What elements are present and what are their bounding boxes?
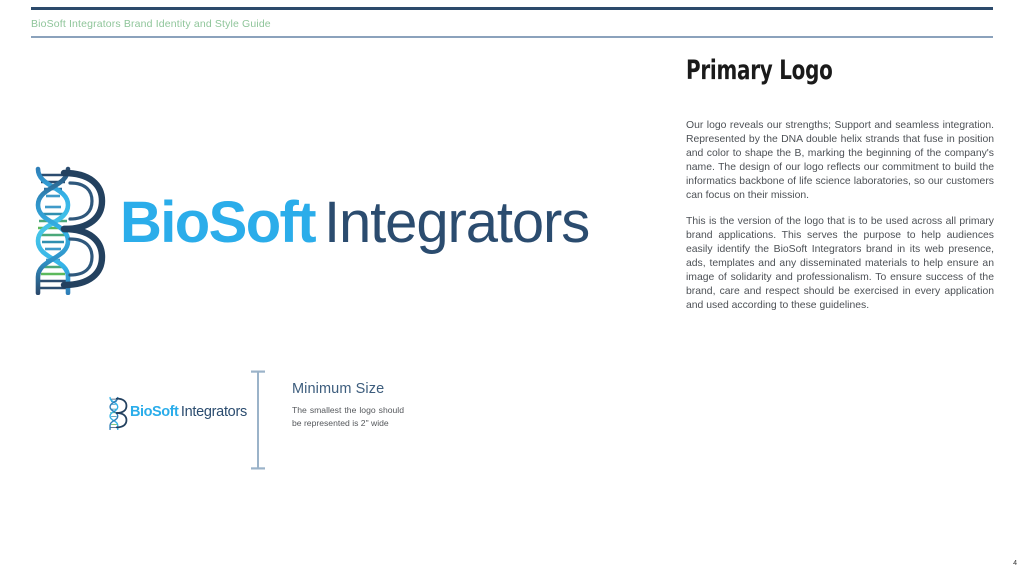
primary-wordmark: [120, 190, 590, 255]
page-title: Primary Logo: [686, 55, 833, 86]
description-paragraph-2: This is the version of the logo that is to be used across all primary brand applications. This serves the purpose to help audiences easily identify the BioSoft Integrators brand in its web presence, ads, templates and any disseminated materials to help ensure an image of solidarity and professionalism. To ensure success of the brand, care and respect should be exercised in every application and used according to these guidelines.: [686, 215, 994, 311]
header-title: BioSoft Integrators Brand Identity and Style Guide: [31, 18, 271, 30]
page-header: [31, 7, 993, 37]
wordmark-biosoft: BioSoft: [120, 190, 315, 255]
header-rule-top: [31, 7, 993, 10]
page-number: 4: [1013, 560, 1017, 567]
vertical-measure-bracket-icon: [248, 370, 268, 470]
minimum-size-logo-lockup: [108, 396, 247, 430]
minimum-size-body: The smallest the logo should be represented is 2" wide: [292, 405, 404, 429]
minimum-size-text-block: [292, 381, 404, 430]
description-paragraph-1: Our logo reveals our strengths; Support and seamless integration. Represented by the DNA double helix strands that fuse in position and color to shape the B, marking the beginning of the company's name. The design of our logo reflects our commitment to build the informatics backbone of life science laboratories, so our customers can focus on their mission.: [686, 120, 994, 201]
primary-logo-description-column: [686, 55, 994, 313]
dna-double-helix-b-icon-small: [108, 396, 128, 430]
wordmark-integrators: Integrators: [323, 190, 590, 255]
primary-logo-lockup: [30, 163, 590, 295]
dna-double-helix-b-icon: [30, 163, 108, 295]
wordmark-biosoft-small: BioSoft: [130, 404, 179, 420]
minimum-size-wordmark: [130, 405, 247, 420]
minimum-size-heading: Minimum Size: [292, 381, 385, 397]
header-rule-bottom: [31, 36, 993, 38]
wordmark-integrators-small: Integrators: [180, 404, 247, 420]
